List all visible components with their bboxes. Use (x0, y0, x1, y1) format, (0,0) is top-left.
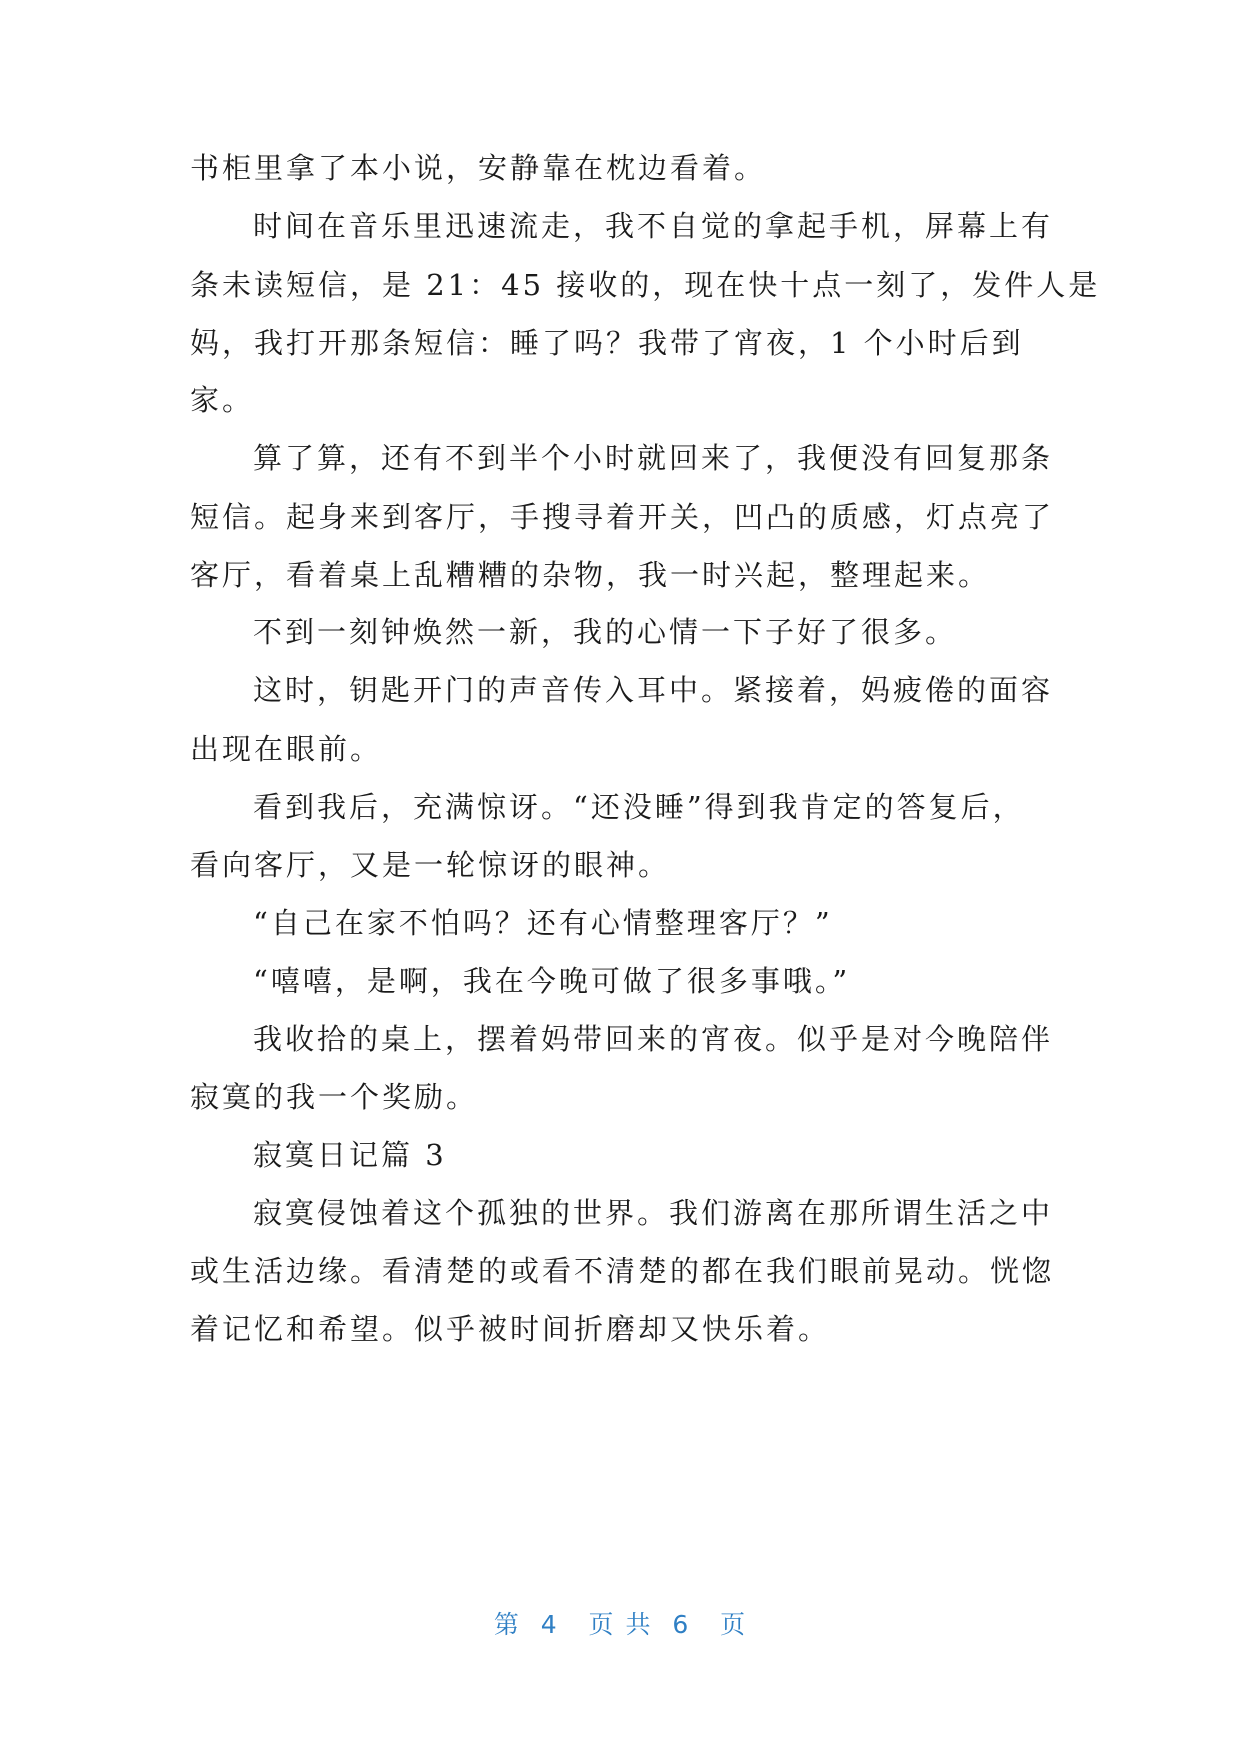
text-line: 不到一刻钟焕然一新，我的心情一下子好了很多。 (253, 615, 958, 649)
text-line: 客厅，看着桌上乱糟糟的杂物，我一时兴起，整理起来。 (190, 558, 991, 592)
page-number-footer: 第 4 页 共 6 页 (493, 1610, 748, 1639)
text-line: “自己在家不怕吗？还有心情整理客厅？” (253, 906, 833, 940)
text-line: 短信。起身来到客厅，手搜寻着开关，凹凸的质感，灯点亮了 (190, 500, 1055, 534)
text-line: 算了算，还有不到半个小时就回来了，我便没有回复那条 (253, 441, 1054, 475)
section-heading: 寂寞日记篇 3 (253, 1138, 447, 1172)
text-line: 看向客厅，又是一轮惊讶的眼神。 (190, 848, 671, 882)
text-line: 看到我后，充满惊讶。“还没睡”得到我肯定的答复后， (253, 790, 1025, 824)
text-line: “嘻嘻，是啊，我在今晚可做了很多事哦。” (253, 964, 851, 998)
text-line: 着记忆和希望。似乎被时间折磨却又快乐着。 (190, 1312, 831, 1346)
text-line: 我收拾的桌上，摆着妈带回来的宵夜。似乎是对今晚陪伴 (253, 1022, 1054, 1056)
text-line: 寂寞的我一个奖励。 (190, 1080, 479, 1114)
text-line: 家。 (190, 383, 255, 417)
text-line: 这时，钥匙开门的声音传入耳中。紧接着，妈疲倦的面容 (253, 673, 1054, 707)
text-line: 时间在音乐里迅速流走，我不自觉的拿起手机，屏幕上有 (253, 209, 1054, 243)
text-line: 或生活边缘。看清楚的或看不清楚的都在我们眼前晃动。恍惚 (190, 1254, 1055, 1288)
text-line: 条未读短信，是 21：45 接收的，现在快十点一刻了，发件人是 (190, 268, 1101, 302)
text-line: 出现在眼前。 (190, 732, 383, 766)
text-line: 寂寞侵蚀着这个孤独的世界。我们游离在那所谓生活之中 (253, 1196, 1054, 1230)
text-line: 书柜里拿了本小说，安静靠在枕边看着。 (190, 151, 767, 185)
text-line: 妈，我打开那条短信：睡了吗？我带了宵夜，1 个小时后到 (190, 326, 1024, 360)
